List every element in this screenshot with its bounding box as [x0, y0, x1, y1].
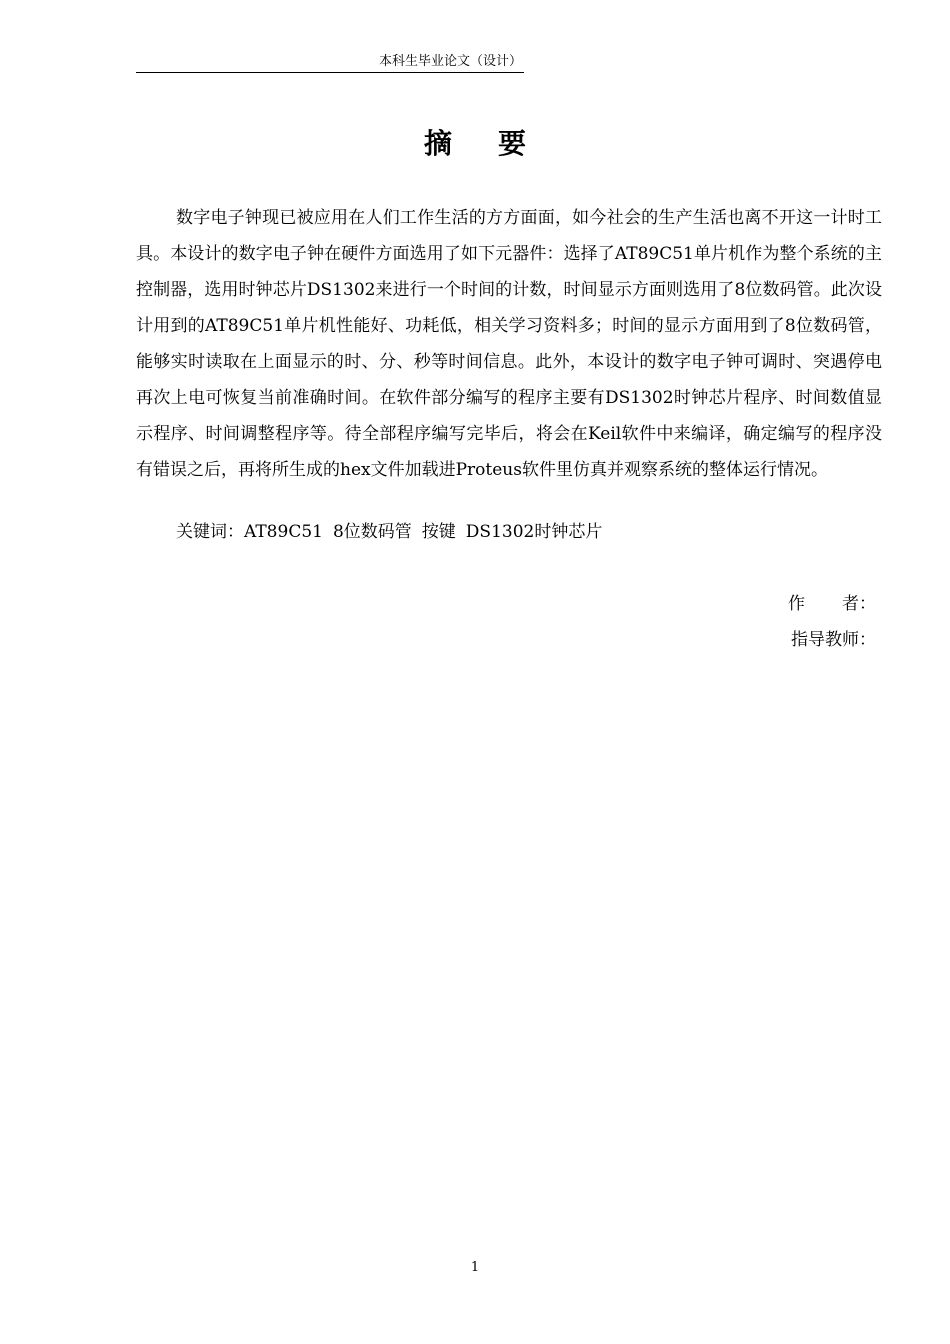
- author-label: [788, 586, 876, 622]
- author-label-part1: 作: [788, 594, 805, 614]
- keyword-item: 8位数码管: [332, 522, 412, 542]
- keyword-item: DS1302时钟芯片: [465, 522, 603, 542]
- abstract-body: 数字电子钟现已被应用在人们工作生活的方方面面，如今社会的生产生活也离不开这一计时工具。本设计的数字电子钟在硬件方面选用了如下元器件：选择了AT89C51单片机作为整个系统的主控制器，选用时钟芯片DS1302来进行一个时间的计数，时间显示方面则选用了8位数码管。此次设计用到的AT89C51单片机性能好、功耗低，相关学习资料多；时间的显示方面用到了8位数码管，能够实时读取在上面显示的时、分、秒等时间信息。此外，本设计的数字电子钟可调时、突遇停电再次上电可恢复当前准确时间。在软件部分编写的程序主要有DS1302时钟芯片程序、时间数值显示程序、时间调整程序等。待全部程序编写完毕后，将会在Keil软件中来编译，确定编写的程序没有错误之后，再将所生成的hex文件加载进Proteus软件里仿真并观察系统的整体运行情况。: [136, 208, 882, 480]
- running-header: [136, 52, 524, 73]
- keyword-item: 按键: [421, 522, 456, 542]
- keywords-label: 关键词：: [176, 522, 244, 542]
- page-number: 1: [470, 1260, 480, 1275]
- author-label-part2: 者：: [842, 594, 876, 614]
- abstract-title: 摘要: [423, 127, 572, 160]
- running-title: 本科生毕业论文（设计）: [378, 54, 522, 69]
- keywords-line: [176, 514, 602, 550]
- advisor-label: 指导教师：: [791, 630, 876, 650]
- keyword-item: AT89C51: [244, 522, 323, 542]
